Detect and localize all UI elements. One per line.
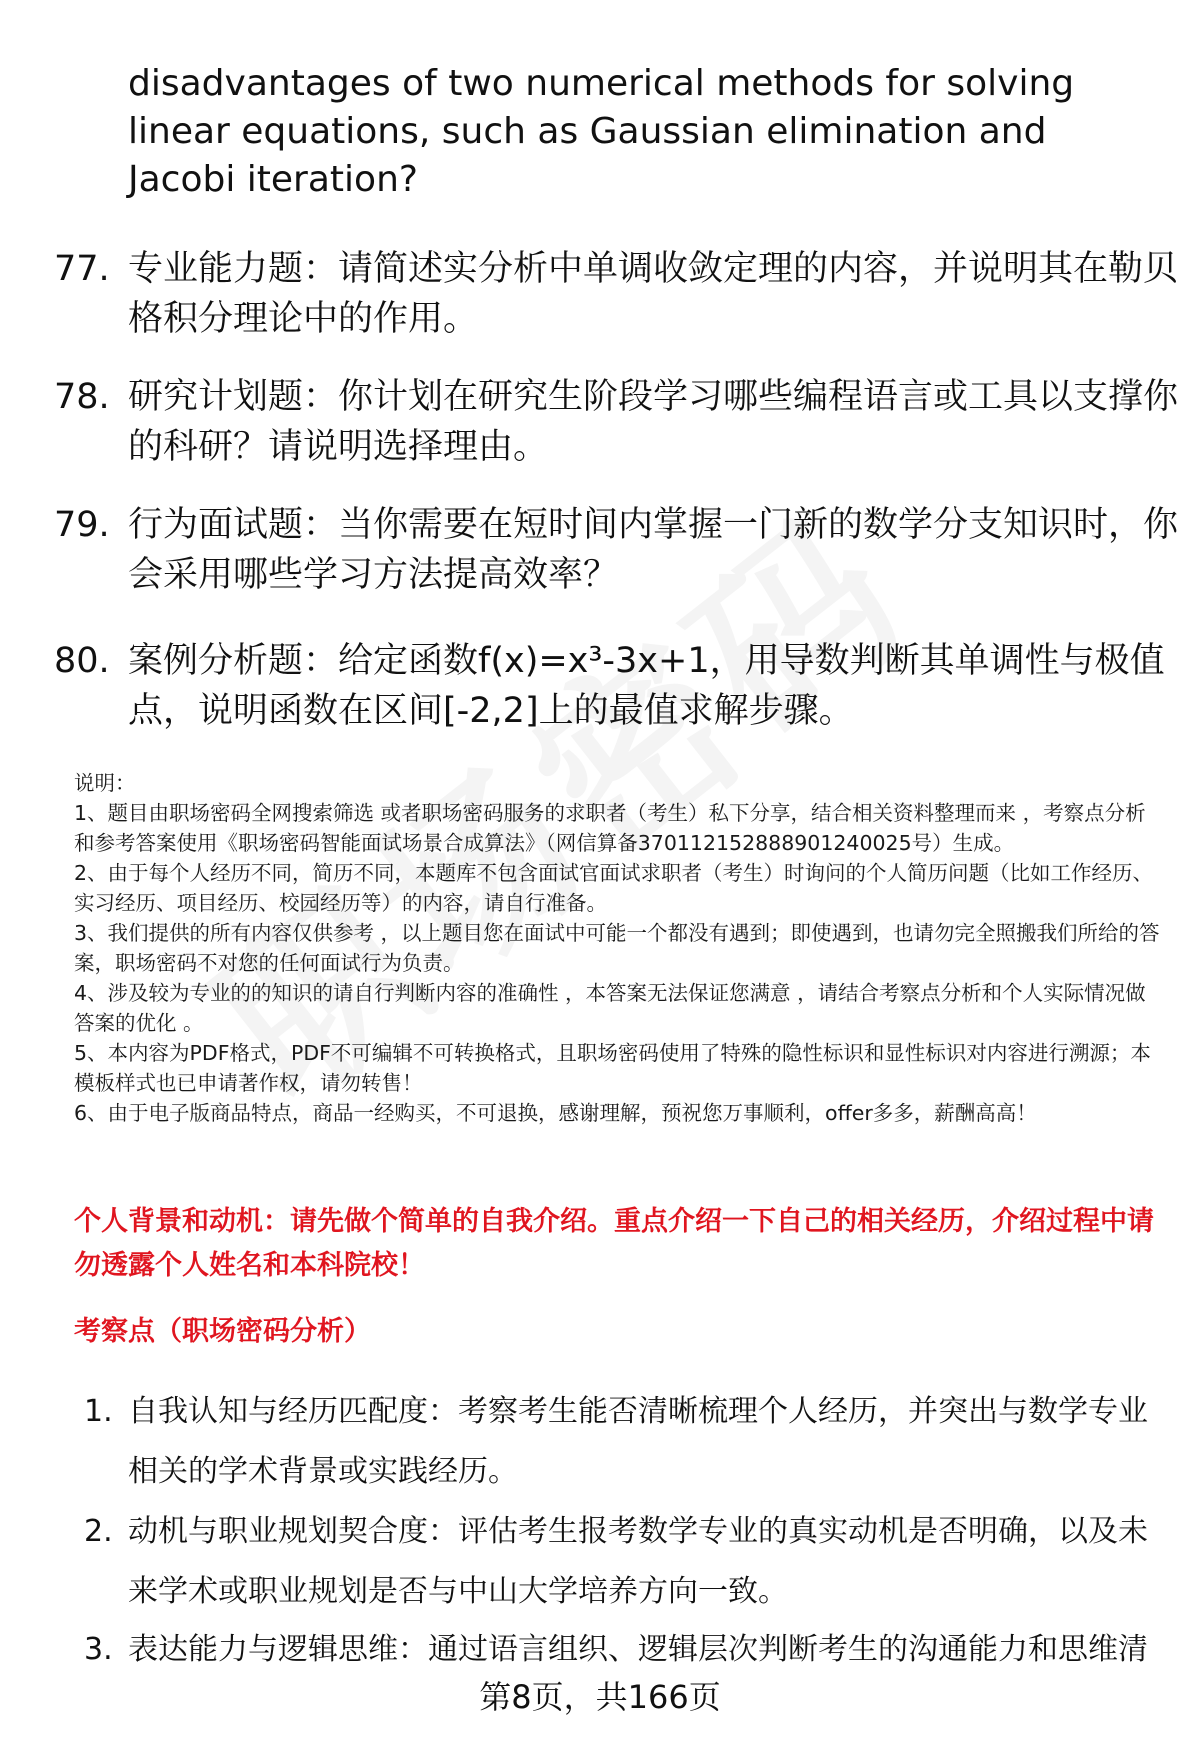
- disclaimer-notes: [74, 768, 1164, 1128]
- question-text: 案例分析题：给定函数f(x)=x³-3x+1，用导数判断其单调性与极值点，说明函数在区间[-2,2]上的最值求解步骤。: [128, 641, 1165, 731]
- question-item: [54, 500, 1179, 600]
- section-heading: 个人背景和动机：请先做个简单的自我介绍。重点介绍一下自己的相关经历，介绍过程中请勿透露个人姓名和本科院校！: [74, 1206, 1154, 1281]
- note-item: 6、由于电子版商品特点，商品一经购买，不可退换，感谢理解，预祝您万事顺利，offer多多，薪酬高高！: [74, 1101, 1037, 1125]
- point-number: 2.: [84, 1514, 113, 1549]
- point-number: 1.: [84, 1394, 113, 1429]
- question-text: 行为面试题：当你需要在短时间内掌握一门新的数学分支知识时，你会采用哪些学习方法提高效率？: [128, 505, 1179, 595]
- note-item: 4、涉及较为专业的的知识的请自行判断内容的准确性 ，本答案无法保证您满意 ，请结合考察点分析和个人实际情况做答案的优化 。: [74, 981, 1146, 1035]
- question-item: [54, 636, 1165, 736]
- point-text: 表达能力与逻辑思维：通过语言组织、逻辑层次判断考生的沟通能力和思维清: [128, 1632, 1148, 1667]
- question-item: [54, 244, 1179, 344]
- question-number: 80.: [54, 641, 110, 681]
- question-number: 79.: [54, 505, 110, 545]
- notes-title: 说明：: [74, 771, 136, 795]
- question-item: [54, 372, 1179, 472]
- note-item: 3、我们提供的所有内容仅供参考 ，以上题目您在面试中可能一个都没有遇到；即使遇到，也请勿完全照搬我们所给的答案，职场密码不对您的任何面试行为负责。: [74, 921, 1160, 975]
- analysis-heading: 考察点（职场密码分析）: [74, 1316, 371, 1347]
- question-number: 78.: [54, 377, 110, 417]
- analysis-point: [84, 1502, 1164, 1622]
- question-text: 专业能力题：请简述实分析中单调收敛定理的内容，并说明其在勒贝格积分理论中的作用。: [128, 249, 1179, 339]
- question-continuation: disadvantages of two numerical methods for solving linear equations, such as Gaussian elimination and Jacobi iteration?: [128, 63, 1075, 200]
- note-item: 1、题目由职场密码全网搜索筛选 或者职场密码服务的求职者（考生）私下分享，结合相关资料整理而来 ，考察点分析和参考答案使用《职场密码智能面试场景合成算法》（网信算备370112152888901240025号）生成。: [74, 801, 1146, 855]
- note-item: 5、本内容为PDF格式，PDF不可编辑不可转换格式，且职场密码使用了特殊的隐性标识和显性标识对内容进行溯源；本模板样式也已申请著作权，请勿转售！: [74, 1041, 1151, 1095]
- question-number: 77.: [54, 249, 110, 289]
- point-text: 动机与职业规划契合度：评估考生报考数学专业的真实动机是否明确，以及未来学术或职业规划是否与中山大学培养方向一致。: [128, 1514, 1148, 1609]
- question-text: 研究计划题：你计划在研究生阶段学习哪些编程语言或工具以支撑你的科研？请说明选择理由。: [128, 377, 1179, 467]
- point-text: 自我认知与经历匹配度：考察考生能否清晰梳理个人经历，并突出与数学专业相关的学术背景或实践经历。: [128, 1394, 1148, 1489]
- note-item: 2、由于每个人经历不同，简历不同，本题库不包含面试官面试求职者（考生）时询问的个人简历问题（比如工作经历、实习经历、项目经历、校园经历等）的内容，请自行准备。: [74, 861, 1154, 915]
- analysis-point: [84, 1620, 1164, 1680]
- page-footer: 第8页，共166页: [479, 1678, 721, 1716]
- point-number: 3.: [84, 1632, 113, 1667]
- analysis-point: [84, 1382, 1164, 1502]
